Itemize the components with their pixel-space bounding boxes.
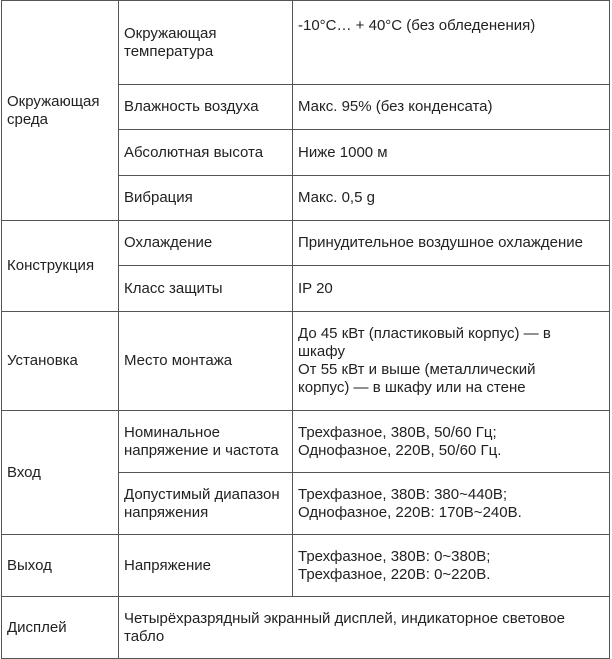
value-cell	[293, 1, 610, 85]
param-cell	[119, 266, 293, 312]
param-cell	[119, 130, 293, 176]
table-row	[2, 535, 610, 597]
category-label-line: Установка	[7, 352, 78, 369]
param-label-line: Номинальное	[124, 423, 221, 441]
value-line: табло	[124, 627, 165, 645]
table-row	[2, 221, 610, 266]
value-line: От 55 кВт и выше (металлический	[298, 361, 536, 378]
param-label-line: напряжения	[124, 503, 209, 521]
category-label-line: среда	[7, 110, 48, 128]
param-cell	[119, 85, 293, 130]
value-line: Четырёхразрядный экранный дисплей, индикаторное световое	[124, 609, 565, 627]
value-line: Принудительное воздушное охлаждение	[298, 234, 584, 251]
param-cell	[119, 221, 293, 266]
category-cell-environment	[2, 1, 119, 221]
value-cell	[293, 312, 610, 411]
value-cell	[293, 473, 610, 535]
param-label-line: Вибрация	[124, 189, 193, 206]
param-cell	[119, 473, 293, 535]
value-cell	[293, 266, 610, 312]
value-cell	[293, 85, 610, 130]
param-label-line: температура	[124, 42, 214, 60]
category-label-line: Выход	[7, 556, 52, 574]
category-cell-output	[2, 535, 119, 597]
value-line: -10°C… + 40°C (без обледенения)	[298, 17, 536, 34]
value-line: Однофазное, 220В: 170В~240В.	[298, 503, 522, 521]
param-cell	[119, 535, 293, 597]
value-line: Макс. 95% (без конденсата)	[298, 98, 493, 115]
value-line: Ниже 1000 м	[298, 143, 388, 161]
param-label-line: Класс защиты	[124, 279, 223, 297]
value-line: Однофазное, 220В, 50/60 Гц.	[298, 441, 502, 459]
param-label-line: Место монтажа	[124, 352, 233, 369]
param-cell	[119, 176, 293, 221]
value-line: Трехфазное, 220В: 0~220В.	[298, 565, 491, 583]
value-cell	[293, 130, 610, 176]
param-cell	[119, 1, 293, 85]
value-line: До 45 кВт (пластиковый корпус) — в	[298, 325, 551, 342]
value-cell	[293, 411, 610, 473]
value-cell	[293, 535, 610, 597]
param-label-line: Окружающая	[124, 24, 217, 42]
param-label-line: напряжение и частота	[124, 441, 279, 459]
param-label-line: Влажность воздуха	[124, 98, 259, 115]
value-line: IP 20	[298, 279, 333, 297]
table-row	[2, 597, 610, 659]
category-label-line: Конструкция	[7, 257, 95, 274]
table-row	[2, 411, 610, 473]
category-label-line: Окружающая	[7, 92, 100, 110]
category-cell-display	[2, 597, 119, 659]
param-cell	[119, 411, 293, 473]
category-label-line: Дисплей	[7, 618, 67, 636]
param-cell	[119, 312, 293, 411]
table-row	[2, 1, 610, 85]
value-line: Трехфазное, 380В: 0~380В;	[298, 547, 491, 565]
param-label-line: Охлаждение	[124, 234, 213, 251]
spec-table	[1, 0, 610, 659]
param-label-line: Напряжение	[124, 556, 211, 574]
value-cell	[293, 176, 610, 221]
value-line: корпус) — в шкафу или на стене	[298, 379, 526, 396]
value-cell	[119, 597, 610, 659]
param-label-line: Допустимый диапазон	[124, 485, 280, 503]
category-cell-construction	[2, 221, 119, 312]
category-cell-input	[2, 411, 119, 535]
value-line: Макс. 0,5 g	[298, 189, 375, 206]
value-cell	[293, 221, 610, 266]
value-line: шкафу	[298, 343, 345, 360]
param-label-line: Абсолютная высота	[124, 143, 264, 161]
value-line: Трехфазное, 380В, 50/60 Гц;	[298, 423, 497, 441]
category-cell-install	[2, 312, 119, 411]
table-row	[2, 312, 610, 411]
category-label-line: Вход	[7, 463, 41, 481]
value-line: Трехфазное, 380В: 380~440В;	[298, 485, 508, 503]
